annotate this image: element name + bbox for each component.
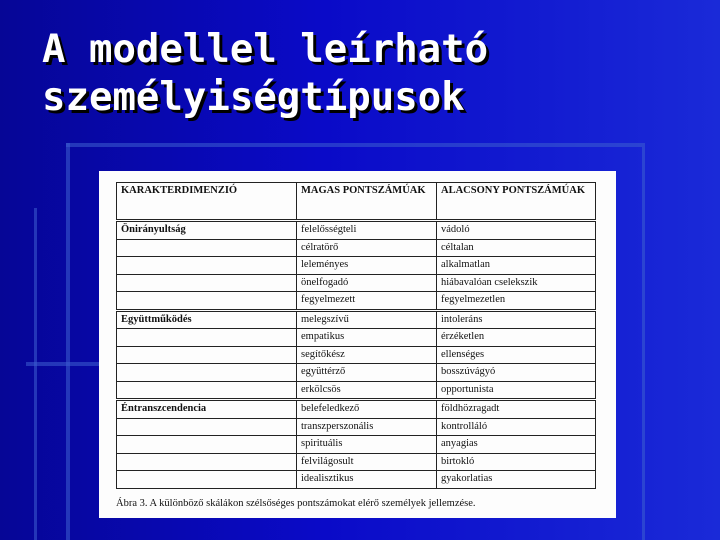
high-score-trait-cell: transzperszonális [297,418,437,436]
high-score-trait-cell: idealisztikus [297,471,437,489]
decor-bar-right [642,143,645,540]
header-low-scores: ALACSONY PONTSZÁMÚAK [437,183,596,221]
low-score-trait-cell: földhözragadt [437,400,596,419]
decor-bar-left-inner [34,208,37,540]
low-score-trait-cell: opportunista [437,381,596,400]
empty-cell [117,239,297,257]
empty-cell [117,453,297,471]
table-row [117,436,596,454]
empty-cell [117,418,297,436]
high-score-trait-cell: felvilágosult [297,453,437,471]
low-score-trait-cell: bosszúvágyó [437,364,596,382]
low-score-trait-cell: alkalmatlan [437,257,596,275]
low-score-trait-cell: birtokló [437,453,596,471]
low-score-trait-cell: hiábavalóan cselekszik [437,274,596,292]
slide-title-line-2: személyiségtípusok [42,75,465,120]
high-score-trait-cell: belefeledkező [297,400,437,419]
decor-bar-left [66,143,70,540]
table-row [117,453,596,471]
high-score-trait-cell: önelfogadó [297,274,437,292]
empty-cell [117,292,297,311]
slide-title [42,26,488,122]
low-score-trait-cell: ellenséges [437,346,596,364]
table-row [117,310,596,329]
dimension-cell: Éntranszcendencia [117,400,297,419]
header-dimension: KARAKTERDIMENZIÓ [117,183,297,221]
high-score-trait-cell: spirituális [297,436,437,454]
low-score-trait-cell: kontrolláló [437,418,596,436]
empty-cell [117,381,297,400]
scanned-table-image [99,171,616,518]
table-row [117,400,596,419]
header-high-scores: MAGAS PONTSZÁMÚAK [297,183,437,221]
table-row [117,329,596,347]
empty-cell [117,346,297,364]
table-row [117,239,596,257]
low-score-trait-cell: intoleráns [437,310,596,329]
table-row [117,471,596,489]
low-score-trait-cell: érzéketlen [437,329,596,347]
table-row [117,292,596,311]
high-score-trait-cell: felelősségteli [297,221,437,240]
low-score-trait-cell: anyagias [437,436,596,454]
dimension-cell: Együttműködés [117,310,297,329]
table-row [117,221,596,240]
slide-title-line-1: A modellel leírható [42,27,489,72]
table-caption: Ábra 3. A különböző skálákon szélsőséges pontszámokat elérő személyek jellemzése. [116,498,476,509]
empty-cell [117,274,297,292]
table-row [117,346,596,364]
table-row [117,381,596,400]
table-row [117,364,596,382]
low-score-trait-cell: vádoló [437,221,596,240]
low-score-trait-cell: gyakorlatias [437,471,596,489]
empty-cell [117,436,297,454]
dimension-cell: Önirányultság [117,221,297,240]
table-header-row [117,183,596,221]
empty-cell [117,364,297,382]
empty-cell [117,329,297,347]
table-row [117,418,596,436]
character-dimension-table [116,182,596,489]
high-score-trait-cell: segítőkész [297,346,437,364]
low-score-trait-cell: céltalan [437,239,596,257]
high-score-trait-cell: erkölcsös [297,381,437,400]
high-score-trait-cell: célratörő [297,239,437,257]
high-score-trait-cell: fegyelmezett [297,292,437,311]
table-row [117,274,596,292]
high-score-trait-cell: együttérző [297,364,437,382]
empty-cell [117,471,297,489]
empty-cell [117,257,297,275]
decor-bar-top [66,143,642,147]
low-score-trait-cell: fegyelmezetlen [437,292,596,311]
high-score-trait-cell: leleményes [297,257,437,275]
table-row [117,257,596,275]
high-score-trait-cell: melegszívű [297,310,437,329]
high-score-trait-cell: empatikus [297,329,437,347]
